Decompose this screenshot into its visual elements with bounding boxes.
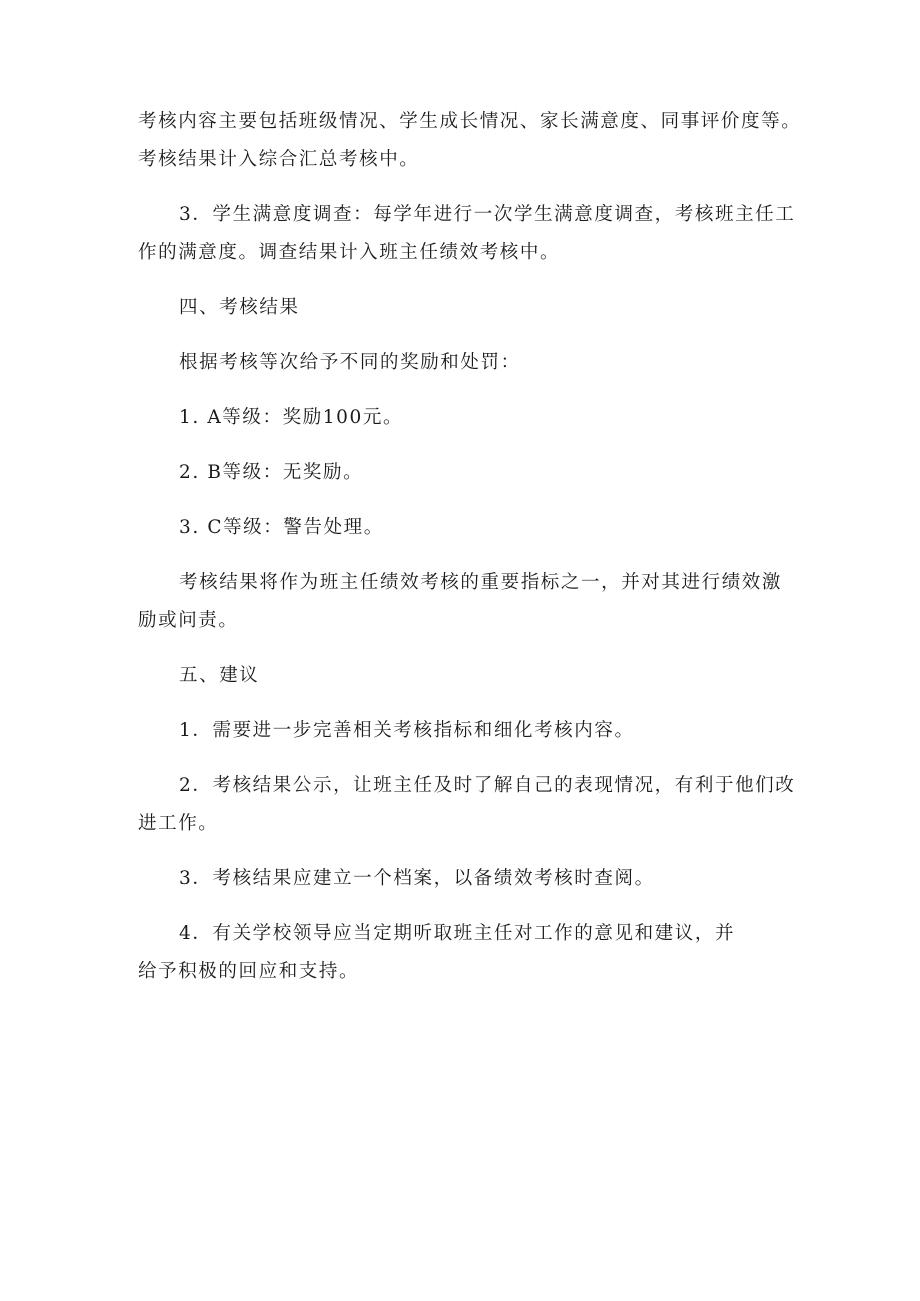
suggestion-item-3: 3．考核结果应建立一个档案，以备绩效考核时查阅。 [179, 868, 655, 889]
section-heading-assessment-results: 四、考核结果 [179, 297, 300, 318]
suggestion-item-2: 2．考核结果公示，让班主任及时了解自己的表现情况，有利于他们改进工作。 [138, 775, 796, 834]
suggestion-item-4-line-1: 4．有关学校领导应当定期听取班主任对工作的意见和建议，并 [179, 923, 736, 944]
paragraph-rewards-intro: 根据考核等次给予不同的奖励和处罚： [179, 352, 521, 373]
paragraph-assessment-content: 考核内容主要包括班级情况、学生成长情况、家长满意度、同事评价度等。考核结果计入综合汇总考核中。 [138, 111, 802, 170]
list-item-grade-a: 1. A等级：奖励100元。 [179, 407, 404, 428]
suggestion-item-4 [138, 915, 802, 991]
paragraph-results-usage: 考核结果将作为班主任绩效考核的重要指标之一，并对其进行绩效激励或问责。 [138, 572, 783, 631]
list-item-grade-b: 2. B等级：无奖励。 [179, 462, 364, 483]
section-heading-suggestions: 五、建议 [179, 665, 260, 686]
suggestion-item-1: 1．需要进一步完善相关考核指标和细化考核内容。 [179, 720, 635, 741]
list-item-grade-c: 3. C等级：警告处理。 [179, 517, 384, 538]
document-body [138, 103, 802, 1008]
paragraph-student-satisfaction-survey: 3．学生满意度调查：每学年进行一次学生满意度调查，考核班主任工作的满意度。调查结果计入班主任绩效考核中。 [138, 204, 796, 263]
suggestion-item-4-line-2: 给予积极的回应和支持。 [138, 961, 360, 982]
